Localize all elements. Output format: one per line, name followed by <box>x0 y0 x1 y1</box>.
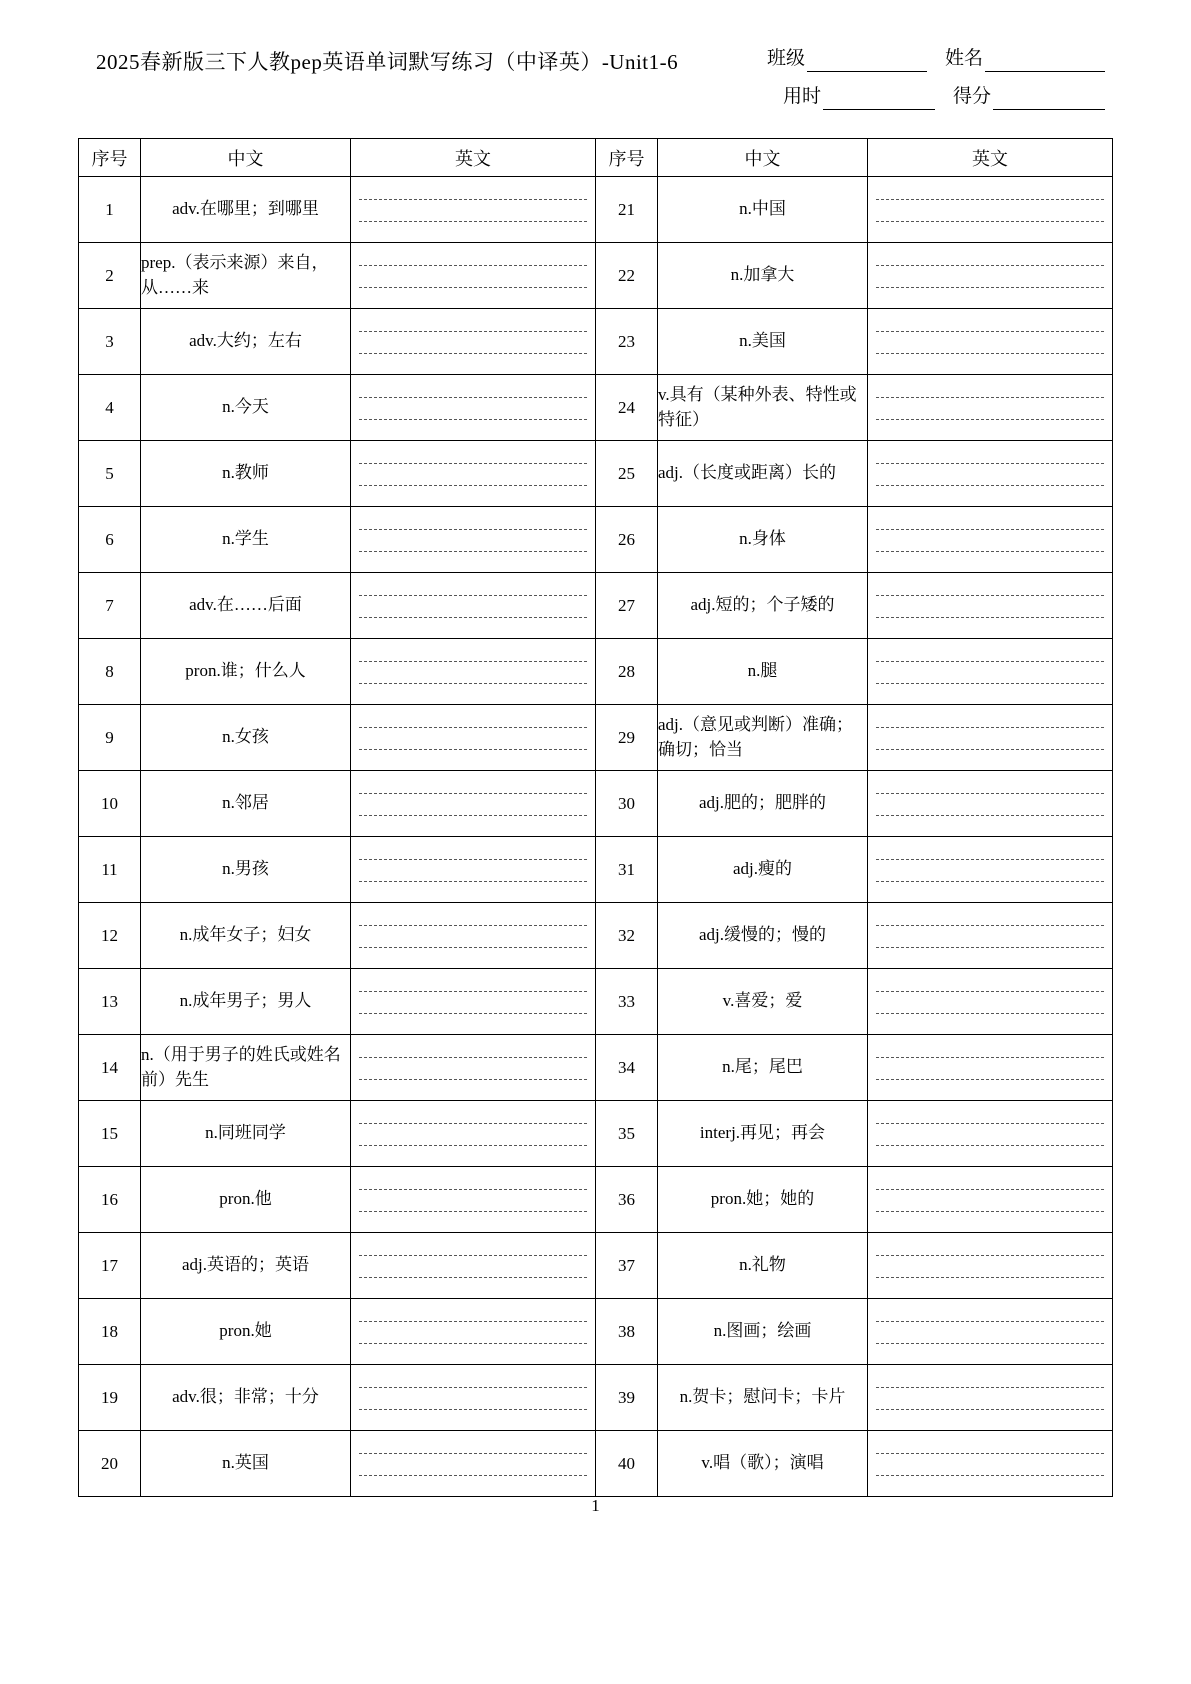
time-field-line[interactable] <box>823 90 935 110</box>
chinese-definition: n.学生 <box>141 507 351 573</box>
table-row <box>79 705 1113 771</box>
english-answer-cell[interactable] <box>868 243 1113 309</box>
row-number: 16 <box>79 1167 141 1233</box>
writing-lines <box>876 1035 1104 1100</box>
chinese-definition: pron.她；她的 <box>658 1167 868 1233</box>
writing-lines <box>876 969 1104 1034</box>
row-number: 6 <box>79 507 141 573</box>
english-answer-cell[interactable] <box>868 177 1113 243</box>
writing-line-1 <box>876 1057 1104 1058</box>
writing-lines <box>359 771 587 836</box>
writing-line-1 <box>876 793 1104 794</box>
table-row <box>79 1365 1113 1431</box>
writing-lines <box>876 1233 1104 1298</box>
writing-line-2 <box>359 947 587 948</box>
writing-line-1 <box>359 529 587 530</box>
writing-line-1 <box>876 1453 1104 1454</box>
writing-line-1 <box>359 727 587 728</box>
writing-line-1 <box>876 463 1104 464</box>
writing-line-2 <box>359 815 587 816</box>
writing-line-2 <box>359 749 587 750</box>
writing-lines <box>876 1299 1104 1364</box>
chinese-definition: adj.英语的；英语 <box>141 1233 351 1299</box>
row-number: 19 <box>79 1365 141 1431</box>
writing-line-1 <box>876 991 1104 992</box>
writing-line-1 <box>876 595 1104 596</box>
writing-lines <box>876 1167 1104 1232</box>
chinese-definition: adv.在……后面 <box>141 573 351 639</box>
row-number: 24 <box>596 375 658 441</box>
english-answer-cell[interactable] <box>868 375 1113 441</box>
table-row <box>79 969 1113 1035</box>
col-header-chinese-right: 中文 <box>658 139 868 177</box>
class-field-line[interactable] <box>807 52 927 72</box>
writing-line-2 <box>359 683 587 684</box>
writing-line-2 <box>876 1277 1104 1278</box>
row-number: 13 <box>79 969 141 1035</box>
vocabulary-table-wrapper <box>78 138 1113 1497</box>
writing-lines <box>876 705 1104 770</box>
writing-line-2 <box>876 287 1104 288</box>
writing-lines <box>359 1365 587 1430</box>
writing-lines <box>876 1365 1104 1430</box>
writing-lines <box>876 177 1104 242</box>
writing-line-1 <box>359 1321 587 1322</box>
table-row <box>79 375 1113 441</box>
english-answer-cell[interactable] <box>868 441 1113 507</box>
row-number: 25 <box>596 441 658 507</box>
english-answer-cell[interactable] <box>351 903 596 969</box>
table-header-row <box>79 139 1113 177</box>
writing-line-2 <box>359 1145 587 1146</box>
writing-line-1 <box>359 1057 587 1058</box>
chinese-definition: adv.大约；左右 <box>141 309 351 375</box>
row-number: 14 <box>79 1035 141 1101</box>
chinese-definition: adj.（长度或距离）长的 <box>658 441 868 507</box>
row-number: 21 <box>596 177 658 243</box>
row-number: 34 <box>596 1035 658 1101</box>
chinese-definition: pron.她 <box>141 1299 351 1365</box>
chinese-definition: adj.（意见或判断）准确；确切；恰当 <box>658 705 868 771</box>
score-field-label: 得分 <box>952 86 991 107</box>
writing-line-2 <box>359 881 587 882</box>
english-answer-cell[interactable] <box>868 1233 1113 1299</box>
writing-lines <box>876 639 1104 704</box>
row-number: 39 <box>596 1365 658 1431</box>
row-number: 23 <box>596 309 658 375</box>
writing-line-1 <box>876 199 1104 200</box>
row-number: 26 <box>596 507 658 573</box>
writing-lines <box>876 507 1104 572</box>
writing-line-2 <box>359 221 587 222</box>
english-answer-cell[interactable] <box>868 903 1113 969</box>
row-number: 36 <box>596 1167 658 1233</box>
writing-line-1 <box>359 1453 587 1454</box>
chinese-definition: v.唱（歌）；演唱 <box>658 1431 868 1497</box>
writing-line-1 <box>876 397 1104 398</box>
table-row <box>79 1101 1113 1167</box>
english-answer-cell[interactable] <box>868 639 1113 705</box>
row-number: 9 <box>79 705 141 771</box>
english-answer-cell[interactable] <box>351 375 596 441</box>
writing-lines <box>359 705 587 770</box>
writing-lines <box>876 573 1104 638</box>
chinese-definition: v.喜爱；爱 <box>658 969 868 1035</box>
english-answer-cell[interactable] <box>868 1365 1113 1431</box>
writing-line-1 <box>876 331 1104 332</box>
chinese-definition: n.加拿大 <box>658 243 868 309</box>
chinese-definition: v.具有（某种外表、特性或特征） <box>658 375 868 441</box>
row-number: 33 <box>596 969 658 1035</box>
writing-line-2 <box>876 617 1104 618</box>
english-answer-cell[interactable] <box>351 837 596 903</box>
writing-line-2 <box>876 1475 1104 1476</box>
writing-line-2 <box>876 1211 1104 1212</box>
writing-line-1 <box>359 397 587 398</box>
writing-line-2 <box>876 815 1104 816</box>
writing-line-1 <box>359 331 587 332</box>
writing-line-1 <box>359 991 587 992</box>
english-answer-cell[interactable] <box>351 639 596 705</box>
chinese-definition: n.邻居 <box>141 771 351 837</box>
english-answer-cell[interactable] <box>351 1365 596 1431</box>
row-number: 29 <box>596 705 658 771</box>
class-field[interactable] <box>767 43 927 72</box>
writing-lines <box>359 1233 587 1298</box>
row-number: 12 <box>79 903 141 969</box>
writing-line-2 <box>876 221 1104 222</box>
row-number: 40 <box>596 1431 658 1497</box>
writing-lines <box>876 309 1104 374</box>
writing-lines <box>876 375 1104 440</box>
english-answer-cell[interactable] <box>868 1035 1113 1101</box>
row-number: 37 <box>596 1233 658 1299</box>
writing-line-1 <box>876 859 1104 860</box>
time-field-label: 用时 <box>782 86 821 107</box>
col-header-english-left: 英文 <box>351 139 596 177</box>
writing-line-1 <box>876 661 1104 662</box>
chinese-definition: n.教师 <box>141 441 351 507</box>
writing-lines <box>359 177 587 242</box>
writing-line-2 <box>876 551 1104 552</box>
row-number: 7 <box>79 573 141 639</box>
english-answer-cell[interactable] <box>351 441 596 507</box>
writing-line-1 <box>359 595 587 596</box>
english-answer-cell[interactable] <box>351 771 596 837</box>
writing-line-2 <box>876 419 1104 420</box>
row-number: 4 <box>79 375 141 441</box>
writing-line-2 <box>876 947 1104 948</box>
writing-lines <box>359 507 587 572</box>
chinese-definition: n.贺卡；慰问卡；卡片 <box>658 1365 868 1431</box>
row-number: 18 <box>79 1299 141 1365</box>
name-field[interactable] <box>945 43 1105 72</box>
english-answer-cell[interactable] <box>351 1233 596 1299</box>
chinese-definition: adv.很；非常；十分 <box>141 1365 351 1431</box>
row-number: 38 <box>596 1299 658 1365</box>
writing-line-1 <box>876 925 1104 926</box>
writing-line-2 <box>359 551 587 552</box>
writing-line-1 <box>359 463 587 464</box>
english-answer-cell[interactable] <box>868 771 1113 837</box>
row-number: 30 <box>596 771 658 837</box>
table-row <box>79 903 1113 969</box>
english-answer-cell[interactable] <box>868 837 1113 903</box>
col-header-chinese-left: 中文 <box>141 139 351 177</box>
table-row <box>79 1299 1113 1365</box>
writing-lines <box>876 1431 1104 1496</box>
writing-line-1 <box>359 793 587 794</box>
table-row <box>79 1035 1113 1101</box>
score-field[interactable] <box>953 81 1105 110</box>
score-field-line[interactable] <box>993 90 1105 110</box>
row-number: 2 <box>79 243 141 309</box>
table-row <box>79 1431 1113 1497</box>
writing-lines <box>876 771 1104 836</box>
writing-lines <box>359 441 587 506</box>
table-row <box>79 1167 1113 1233</box>
writing-line-2 <box>359 1475 587 1476</box>
writing-line-2 <box>876 1343 1104 1344</box>
writing-line-1 <box>876 727 1104 728</box>
chinese-definition: n.男孩 <box>141 837 351 903</box>
chinese-definition: prep.（表示来源）来自，从……来 <box>141 243 351 309</box>
writing-line-1 <box>359 199 587 200</box>
class-field-label: 班级 <box>766 48 805 69</box>
writing-line-1 <box>876 529 1104 530</box>
table-body <box>79 177 1113 1497</box>
writing-lines <box>359 243 587 308</box>
table-row <box>79 837 1113 903</box>
writing-line-2 <box>359 1079 587 1080</box>
english-answer-cell[interactable] <box>351 1299 596 1365</box>
english-answer-cell[interactable] <box>868 1167 1113 1233</box>
english-answer-cell[interactable] <box>351 705 596 771</box>
english-answer-cell[interactable] <box>351 573 596 639</box>
writing-line-1 <box>876 1189 1104 1190</box>
col-header-no-right: 序号 <box>596 139 658 177</box>
row-number: 22 <box>596 243 658 309</box>
table-row <box>79 177 1113 243</box>
writing-lines <box>876 837 1104 902</box>
header-field-row-1 <box>685 34 1105 72</box>
chinese-definition: n.成年男子；男人 <box>141 969 351 1035</box>
writing-line-2 <box>876 1409 1104 1410</box>
chinese-definition: adv.在哪里；到哪里 <box>141 177 351 243</box>
chinese-definition: adj.缓慢的；慢的 <box>658 903 868 969</box>
header-field-row-2 <box>685 72 1105 110</box>
writing-lines <box>359 837 587 902</box>
writing-lines <box>876 243 1104 308</box>
english-answer-cell[interactable] <box>351 177 596 243</box>
chinese-definition: adj.瘦的 <box>658 837 868 903</box>
writing-line-1 <box>359 1387 587 1388</box>
header-fields <box>685 34 1105 110</box>
writing-line-2 <box>876 881 1104 882</box>
time-field[interactable] <box>783 81 935 110</box>
writing-lines <box>359 1299 587 1364</box>
row-number: 27 <box>596 573 658 639</box>
table-row <box>79 639 1113 705</box>
writing-line-2 <box>876 353 1104 354</box>
writing-line-2 <box>359 1013 587 1014</box>
writing-line-1 <box>359 925 587 926</box>
english-answer-cell[interactable] <box>351 507 596 573</box>
writing-line-2 <box>359 1211 587 1212</box>
table-row <box>79 573 1113 639</box>
writing-lines <box>359 573 587 638</box>
table-row <box>79 771 1113 837</box>
writing-lines <box>359 1101 587 1166</box>
chinese-definition: n.中国 <box>658 177 868 243</box>
table-row <box>79 1233 1113 1299</box>
english-answer-cell[interactable] <box>351 1167 596 1233</box>
col-header-english-right: 英文 <box>868 139 1113 177</box>
page-number: 1 <box>591 1496 600 1515</box>
chinese-definition: n.（用于男子的姓氏或姓名前）先生 <box>141 1035 351 1101</box>
english-answer-cell[interactable] <box>868 1299 1113 1365</box>
page-header <box>96 34 1105 112</box>
writing-lines <box>876 1101 1104 1166</box>
writing-lines <box>876 903 1104 968</box>
writing-line-2 <box>359 1277 587 1278</box>
writing-lines <box>359 903 587 968</box>
row-number: 15 <box>79 1101 141 1167</box>
chinese-definition: n.今天 <box>141 375 351 441</box>
english-answer-cell[interactable] <box>868 573 1113 639</box>
writing-line-1 <box>359 1189 587 1190</box>
row-number: 10 <box>79 771 141 837</box>
chinese-definition: n.腿 <box>658 639 868 705</box>
writing-line-1 <box>876 1321 1104 1322</box>
chinese-definition: pron.谁；什么人 <box>141 639 351 705</box>
chinese-definition: pron.他 <box>141 1167 351 1233</box>
page-title: 2025春新版三下人教pep英语单词默写练习（中译英）-Unit1-6 <box>96 50 679 74</box>
row-number: 11 <box>79 837 141 903</box>
writing-line-1 <box>359 859 587 860</box>
writing-line-1 <box>359 1255 587 1256</box>
row-number: 8 <box>79 639 141 705</box>
writing-line-2 <box>359 617 587 618</box>
writing-lines <box>359 969 587 1034</box>
writing-line-2 <box>359 1343 587 1344</box>
writing-line-2 <box>359 353 587 354</box>
english-answer-cell[interactable] <box>351 969 596 1035</box>
table-row <box>79 243 1113 309</box>
chinese-definition: interj.再见；再会 <box>658 1101 868 1167</box>
writing-line-1 <box>876 1123 1104 1124</box>
row-number: 35 <box>596 1101 658 1167</box>
english-answer-cell[interactable] <box>351 1035 596 1101</box>
chinese-definition: n.美国 <box>658 309 868 375</box>
row-number: 20 <box>79 1431 141 1497</box>
row-number: 28 <box>596 639 658 705</box>
english-answer-cell[interactable] <box>868 1431 1113 1497</box>
writing-line-1 <box>359 265 587 266</box>
row-number: 1 <box>79 177 141 243</box>
writing-lines <box>359 1431 587 1496</box>
name-field-label: 姓名 <box>944 48 983 69</box>
table-row <box>79 309 1113 375</box>
row-number: 17 <box>79 1233 141 1299</box>
writing-lines <box>359 639 587 704</box>
writing-lines <box>359 1035 587 1100</box>
row-number: 5 <box>79 441 141 507</box>
chinese-definition: n.同班同学 <box>141 1101 351 1167</box>
english-answer-cell[interactable] <box>351 243 596 309</box>
chinese-definition: n.身体 <box>658 507 868 573</box>
writing-line-1 <box>876 265 1104 266</box>
col-header-no-left: 序号 <box>79 139 141 177</box>
chinese-definition: n.英国 <box>141 1431 351 1497</box>
table-row <box>79 507 1113 573</box>
name-field-line[interactable] <box>985 52 1105 72</box>
writing-line-1 <box>359 661 587 662</box>
writing-lines <box>359 309 587 374</box>
table-row <box>79 441 1113 507</box>
writing-lines <box>876 441 1104 506</box>
writing-lines <box>359 375 587 440</box>
chinese-definition: n.图画；绘画 <box>658 1299 868 1365</box>
writing-line-1 <box>359 1123 587 1124</box>
row-number: 3 <box>79 309 141 375</box>
writing-line-2 <box>876 1013 1104 1014</box>
row-number: 32 <box>596 903 658 969</box>
english-answer-cell[interactable] <box>868 705 1113 771</box>
chinese-definition: adj.肥的；肥胖的 <box>658 771 868 837</box>
writing-line-2 <box>876 749 1104 750</box>
chinese-definition: n.礼物 <box>658 1233 868 1299</box>
chinese-definition: n.成年女子；妇女 <box>141 903 351 969</box>
writing-line-2 <box>876 485 1104 486</box>
english-answer-cell[interactable] <box>351 1431 596 1497</box>
english-answer-cell[interactable] <box>868 507 1113 573</box>
writing-lines <box>359 1167 587 1232</box>
english-answer-cell[interactable] <box>351 309 596 375</box>
chinese-definition: n.尾；尾巴 <box>658 1035 868 1101</box>
writing-line-2 <box>876 1145 1104 1146</box>
english-answer-cell[interactable] <box>868 969 1113 1035</box>
writing-line-2 <box>876 1079 1104 1080</box>
chinese-definition: n.女孩 <box>141 705 351 771</box>
writing-line-2 <box>876 683 1104 684</box>
vocabulary-table <box>78 138 1113 1497</box>
chinese-definition: adj.短的；个子矮的 <box>658 573 868 639</box>
writing-line-2 <box>359 287 587 288</box>
writing-line-2 <box>359 419 587 420</box>
writing-line-2 <box>359 485 587 486</box>
writing-line-2 <box>359 1409 587 1410</box>
row-number: 31 <box>596 837 658 903</box>
english-answer-cell[interactable] <box>868 1101 1113 1167</box>
english-answer-cell[interactable] <box>868 309 1113 375</box>
writing-line-1 <box>876 1255 1104 1256</box>
writing-line-1 <box>876 1387 1104 1388</box>
english-answer-cell[interactable] <box>351 1101 596 1167</box>
